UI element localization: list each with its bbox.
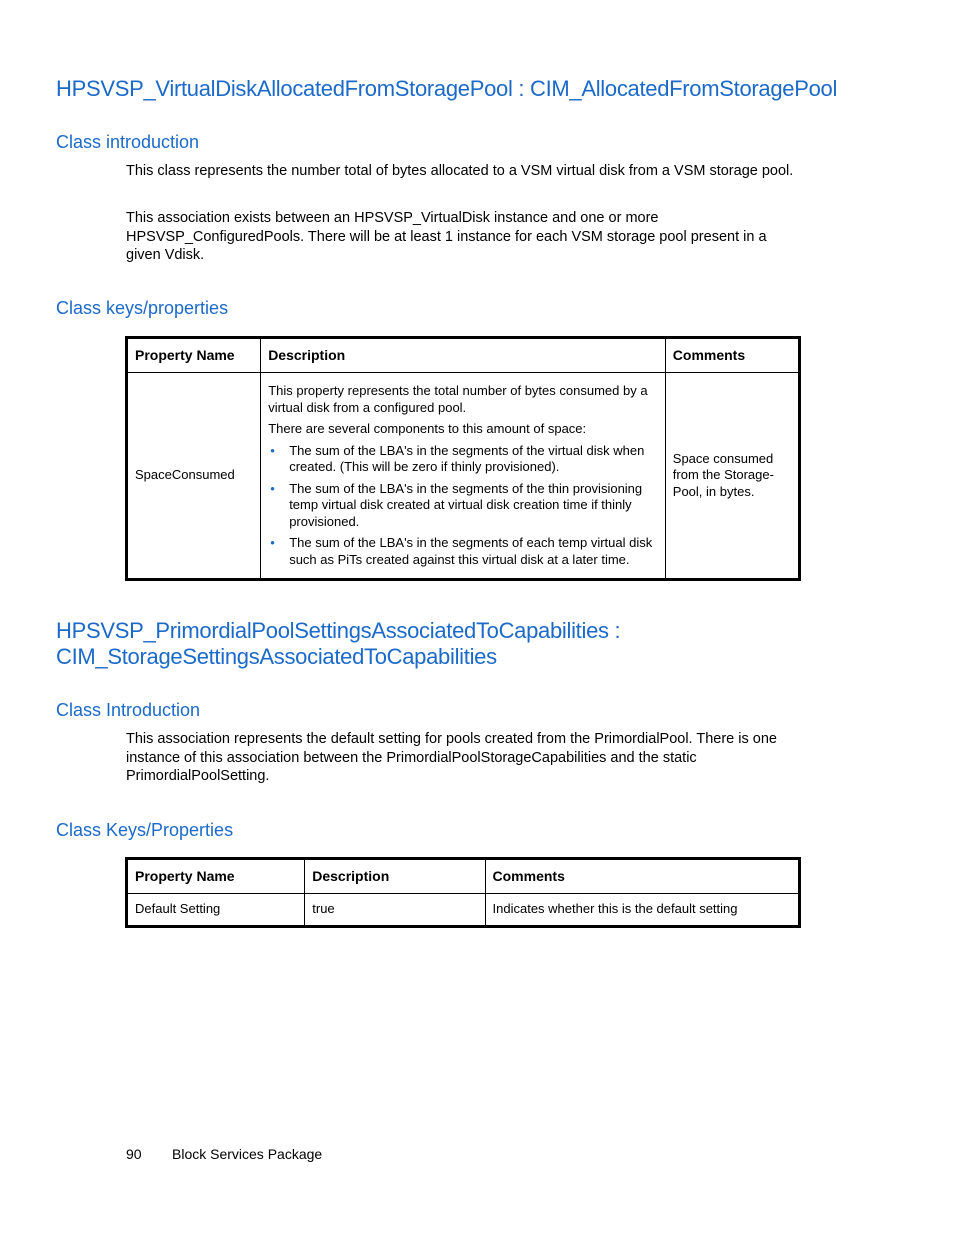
description-bullet-list [268,443,658,569]
list-item [268,443,658,476]
section1-keys-heading: Class keys/properties [56,298,229,318]
section2-intro-para: This association represents the default setting for pools created from the PrimordialPool. There is one instance of this association between the PrimordialPoolStorageCapabilities and the static PrimordialPoolSetting. [126,731,777,784]
comments-cell: Space consumed from the Storage-Pool, in bytes. [665,373,799,580]
list-item-text: The sum of the LBA's in the segments of the thin provisioning temp virtual disk created at virtual disk creation time if thinly provisioned. [289,480,643,529]
bullet-icon: • [270,442,275,458]
section1-intro-para1: This class represents the number total of bytes allocated to a VSM virtual disk from a VSM storage pool. [126,163,794,179]
table-header-row [127,859,800,894]
table-header-row [127,338,800,373]
col-header-comments: Comments [485,859,799,894]
section2-title [56,618,620,670]
section1-properties-table [125,336,801,581]
col-header-description: Description [305,859,485,894]
description-cell: true [305,894,485,927]
col-header-description: Description [261,338,666,373]
bullet-icon: • [270,535,275,550]
page-number: 90 [126,1146,142,1162]
section2-title-line2: CIM_StorageSettingsAssociatedToCapabilities [56,644,497,669]
col-header-comments: Comments [665,338,799,373]
section2-keys-heading: Class Keys/Properties [56,820,234,840]
col-header-property-name: Property Name [127,859,305,894]
bullet-icon: • [270,480,275,496]
list-item-text: The sum of the LBA's in the segments of each temp virtual disk such as PiTs created against this virtual disk at a later time. [289,535,653,567]
description-cell [261,373,666,580]
property-name-cell: SpaceConsumed [127,373,261,580]
table-row [127,373,800,580]
section2-title-line1: HPSVSP_PrimordialPoolSettingsAssociatedToCapabilities : [56,618,621,643]
description-text: There are several components to this amount of space: [268,421,587,436]
description-text: This property represents the total number of bytes consumed by a virtual disk from a configured pool. [268,383,648,415]
list-item-text: The sum of the LBA's in the segments of the virtual disk when created. (This will be zero if thinly provisioned). [289,442,645,474]
comments-cell: Indicates whether this is the default setting [485,894,799,927]
page-footer [126,1145,322,1163]
section1-title: HPSVSP_VirtualDiskAllocatedFromStoragePool : CIM_AllocatedFromStoragePool [56,76,838,101]
book-title: Block Services Package [172,1146,323,1162]
list-item [268,481,658,531]
list-item [268,535,658,568]
col-header-property-name: Property Name [127,338,261,373]
section2-intro-heading: Class Introduction [56,700,201,720]
section1-intro-para2: This association exists between an HPSVSP_VirtualDisk instance and one or more HPSVSP_ConfiguredPools. There will be at least 1 instance for each VSM storage pool present in a given Vdisk. [126,210,767,263]
table-row [127,894,800,927]
section2-properties-table [125,857,801,928]
property-name-cell: Default Setting [127,894,305,927]
section1-intro-heading: Class introduction [56,132,200,152]
